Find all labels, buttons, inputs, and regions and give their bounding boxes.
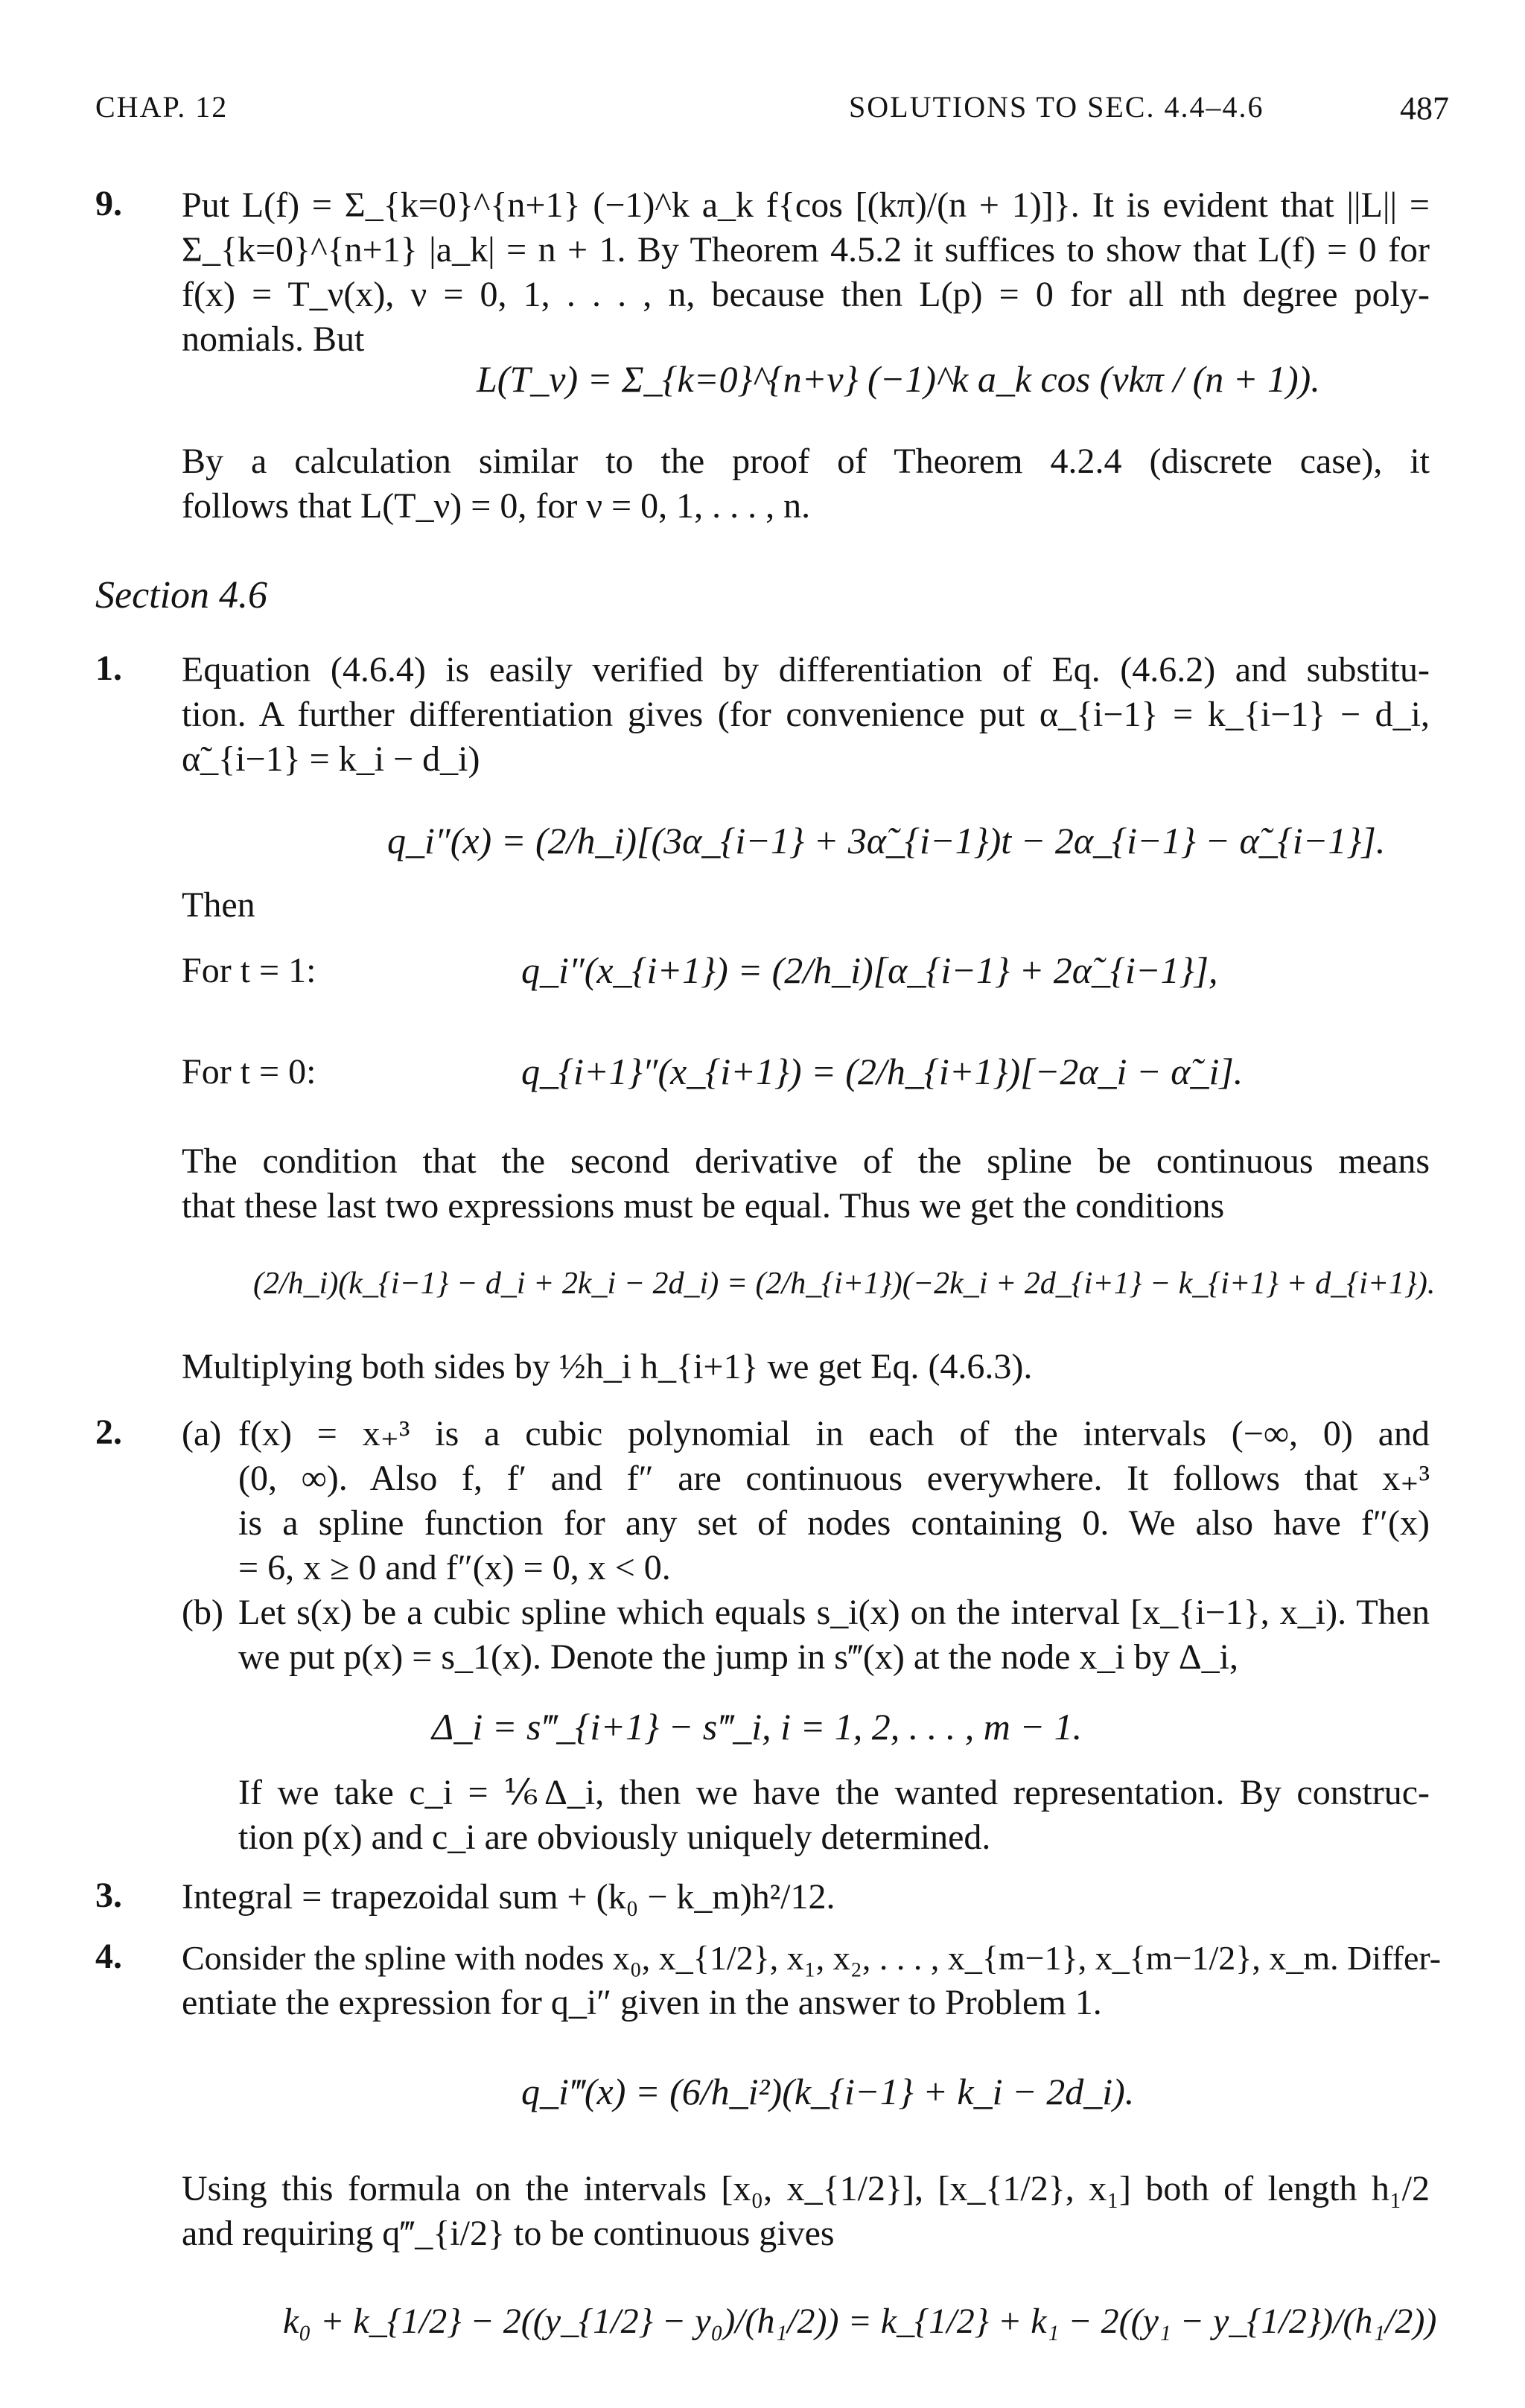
chapter-label: CHAP. 12 bbox=[95, 90, 229, 124]
t1-equation: q_i″(x_{i+1}) = (2/h_i)[α_{i−1} + 2α̃_{i−1}], bbox=[521, 949, 1218, 991]
problem-1-equation-2: (2/h_i)(k_{i−1} − d_i + 2k_i − 2d_i) = (2/h_{i+1})(−2k_i + 2d_{i+1} − k_{i+1} + d_{i+1}). bbox=[253, 1267, 1436, 1301]
t0-equation: q_{i+1}″(x_{i+1}) = (2/h_{i+1})[−2α_i − α̃_i]. bbox=[521, 1051, 1244, 1092]
problem-9-line-4: nomials. But bbox=[182, 319, 365, 359]
problem-9-line-2: Σ_{k=0}^{n+1} |a_k| = n + 1. By Theorem 4.5.2 it suffices to show that L(f) = 0 for bbox=[182, 230, 1430, 270]
problem-1-line-2: tion. A further differentiation gives (for convenience put α_{i−1} = k_{i−1} − d_i, bbox=[182, 695, 1430, 734]
problem-9-line-3: f(x) = T_ν(x), ν = 0, 1, . . . , n, because then L(p) = 0 for all nth degree poly- bbox=[182, 275, 1430, 314]
problem-1-line-5: that these last two expressions must be equal. Thus we get the conditions bbox=[182, 1186, 1225, 1226]
part-b-line-2: we put p(x) = s_1(x). Denote the jump in s‴(x) at the node x_i by Δ_i, bbox=[238, 1637, 1239, 1677]
problem-3-number: 3. bbox=[95, 1876, 122, 1915]
problem-9-line-5: By a calculation similar to the proof of Theorem 4.2.4 (discrete case), it bbox=[182, 442, 1430, 481]
t0-label: For t = 0: bbox=[182, 1052, 316, 1092]
problem-4-equation-1: q_i‴(x) = (6/h_i²)(k_{i−1} + k_i − 2d_i). bbox=[521, 2071, 1135, 2112]
problem-1-line-4: The condition that the second derivative of the spline be continuous means bbox=[182, 1141, 1430, 1181]
problem-9-line-6: follows that L(T_ν) = 0, for ν = 0, 1, . . . , n. bbox=[182, 486, 811, 526]
section-heading: Section 4.6 bbox=[95, 574, 268, 617]
problem-4-number: 4. bbox=[95, 1937, 122, 1976]
problem-4-line-3: Using this formula on the intervals [x₀, x_{1/2}], [x_{1/2}, x₁] both of length h₁/2 bbox=[182, 2169, 1430, 2208]
part-a-line-2: (0, ∞). Also f, f′ and f″ are continuous everywhere. It follows that x₊³ bbox=[238, 1459, 1430, 1498]
t1-label: For t = 1: bbox=[182, 951, 316, 990]
problem-9-line-1: Put L(f) = Σ_{k=0}^{n+1} (−1)^k a_k f{cos [(kπ)/(n + 1)]}. It is evident that ||L|| = bbox=[182, 185, 1430, 225]
running-head: SOLUTIONS TO SEC. 4.4–4.6 bbox=[849, 90, 1264, 124]
problem-1-number: 1. bbox=[95, 649, 122, 688]
part-b-equation: Δ_i = s‴_{i+1} − s‴_i, i = 1, 2, . . . , m − 1. bbox=[432, 1706, 1083, 1748]
problem-1-line-6: Multiplying both sides by ½h_i h_{i+1} we get Eq. (4.6.3). bbox=[182, 1347, 1033, 1386]
part-b-line-1: Let s(x) be a cubic spline which equals s_i(x) on the interval [x_{i−1}, x_i). Then bbox=[238, 1593, 1430, 1632]
part-a-line-4: = 6, x ≥ 0 and f″(x) = 0, x < 0. bbox=[238, 1548, 671, 1587]
part-a-label: (a) bbox=[182, 1414, 222, 1453]
problem-1-line-1: Equation (4.6.4) is easily verified by differentiation of Eq. (4.6.2) and substitu- bbox=[182, 650, 1430, 689]
part-b-label: (b) bbox=[182, 1593, 223, 1632]
problem-1-equation-1: q_i″(x) = (2/h_i)[(3α_{i−1} + 3α̃_{i−1})t − 2α_{i−1} − α̃_{i−1}]. bbox=[387, 820, 1386, 861]
part-a-line-1: f(x) = x₊³ is a cubic polynomial in each of the intervals (−∞, 0) and bbox=[238, 1414, 1430, 1453]
problem-4-equation-2: k₀ + k_{1/2} − 2((y_{1/2} − y₀)/(h₁/2)) = k_{1/2} + k₁ − 2((y₁ − y_{1/2})/(h₁/2)) bbox=[283, 2302, 1437, 2341]
problem-9-equation: L(T_ν) = Σ_{k=0}^{n+ν} (−1)^k a_k cos (νkπ / (n + 1)). bbox=[477, 358, 1320, 400]
problem-1-line-3: α̃_{i−1} = k_i − d_i) bbox=[182, 739, 480, 779]
problem-9-number: 9. bbox=[95, 184, 122, 223]
problem-2-number: 2. bbox=[95, 1412, 122, 1452]
page-number: 487 bbox=[1400, 90, 1449, 127]
then-label: Then bbox=[182, 885, 255, 925]
problem-4-line-4: and requiring q‴_{i/2} to be continuous gives bbox=[182, 2214, 835, 2253]
problem-3-text: Integral = trapezoidal sum + (k₀ − k_m)h²/12. bbox=[182, 1877, 835, 1917]
problem-4-line-2: entiate the expression for q_i″ given in the answer to Problem 1. bbox=[182, 1983, 1102, 2022]
part-a-line-3: is a spline function for any set of nodes containing 0. We also have f″(x) bbox=[238, 1503, 1430, 1543]
part-b-line-3: If we take c_i = ⅙Δ_i, then we have the wanted representation. By construc- bbox=[238, 1773, 1430, 1812]
problem-4-line-1: Consider the spline with nodes x₀, x_{1/2}, x₁, x₂, . . . , x_{m−1}, x_{m−1/2}, x_m. Differ- bbox=[182, 1939, 1442, 1977]
part-b-line-4: tion p(x) and c_i are obviously uniquely determined. bbox=[238, 1818, 991, 1857]
